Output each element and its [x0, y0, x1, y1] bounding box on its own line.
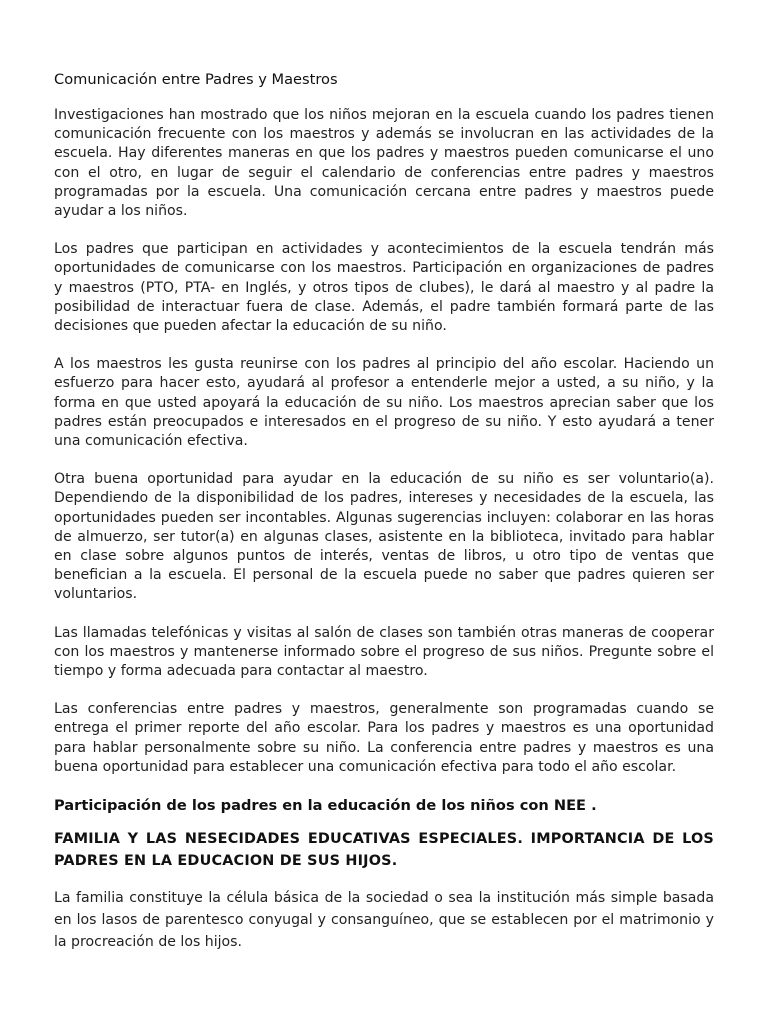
paragraph-family: La familia constituye la célula básica de la sociedad o sea la institución más simple basada en los lasos de parentesco conyugal y consanguíneo, que se establecen por el matrimonio y la procreación de los hijos. [54, 890, 714, 951]
document-title: Comunicación entre Padres y Maestros [54, 71, 338, 88]
section-subtitle: Participación de los padres en la educación de los niños con NEE . [54, 797, 597, 815]
document-page [54, 70, 714, 972]
caps-heading: FAMILIA Y LAS NESECIDADES EDUCATIVAS ESPECIALES. IMPORTANCIA DE LOS PADRES EN LA EDUCACION DE SUS HIJOS. [54, 831, 714, 870]
paragraph-participation: Los padres que participan en actividades y acontecimientos de la escuela tendrán más oportunidades de comunicarse con los maestros. Participación en organizaciones de padres y maestros (PTO, PTA- en Inglés, y otros tipos de clubes), le dará al maestro y al padre la posibilidad de interactuar fuera de clase. Además, el padre también formará parte de las decisiones que pueden afectar la educación de su niño. [54, 241, 714, 335]
paragraph-start-of-year: A los maestros les gusta reunirse con los padres al principio del año escolar. Haciendo un esfuerzo para hacer esto, ayudará al profesor a entenderle mejor a usted, a su niño, y la forma en que usted apoyará la educación de su niño. Los maestros aprecian saber que los padres están preocupados e interesados en el progreso de su niño. Y esto ayudará a tener una comunicación efectiva. [54, 356, 714, 450]
paragraph-volunteer: Otra buena oportunidad para ayudar en la educación de su niño es ser voluntario(a). Dependiendo de la disponibilidad de los padres, intereses y necesidades de la escuela, las oportunidades pueden ser incontables. Algunas sugerencias incluyen: colaborar en las horas de almuerzo, ser tutor(a) en algunas clases, asistente en la biblioteca, invitado para hablar en clase sobre algunos puntos de interés, ventas de libros, u otro tipo de ventas que benefician a la escuela. El personal de la escuela puede no saber que padres quieren ser voluntarios. [54, 471, 714, 603]
paragraph-conferences: Las conferencias entre padres y maestros, generalmente son programadas cuando se entrega el primer reporte del año escolar. Para los padres y maestros es una oportunidad para hablar personalmente sobre su niño. La conferencia entre padres y maestros es una buena oportunidad para establecer una comunicación efectiva para todo el año escolar. [54, 701, 714, 775]
paragraph-research: Investigaciones han mostrado que los niños mejoran en la escuela cuando los padres tienen comunicación frecuente con los maestros y además se involucran en las actividades de la escuela. Hay diferentes maneras en que los padres y maestros pueden comunicarse el uno con el otro, en lugar de seguir el calendario de conferencias entre padres y maestros programadas por la escuela. Una comunicación cercana entre padres y maestros puede ayudar a los niños. [54, 107, 714, 220]
paragraph-calls-visits: Las llamadas telefónicas y visitas al salón de clases son también otras maneras de cooperar con los maestros y mantenerse informado sobre el progreso de sus niños. Pregunte sobre el tiempo y forma adecuada para contactar al maestro. [54, 624, 714, 680]
